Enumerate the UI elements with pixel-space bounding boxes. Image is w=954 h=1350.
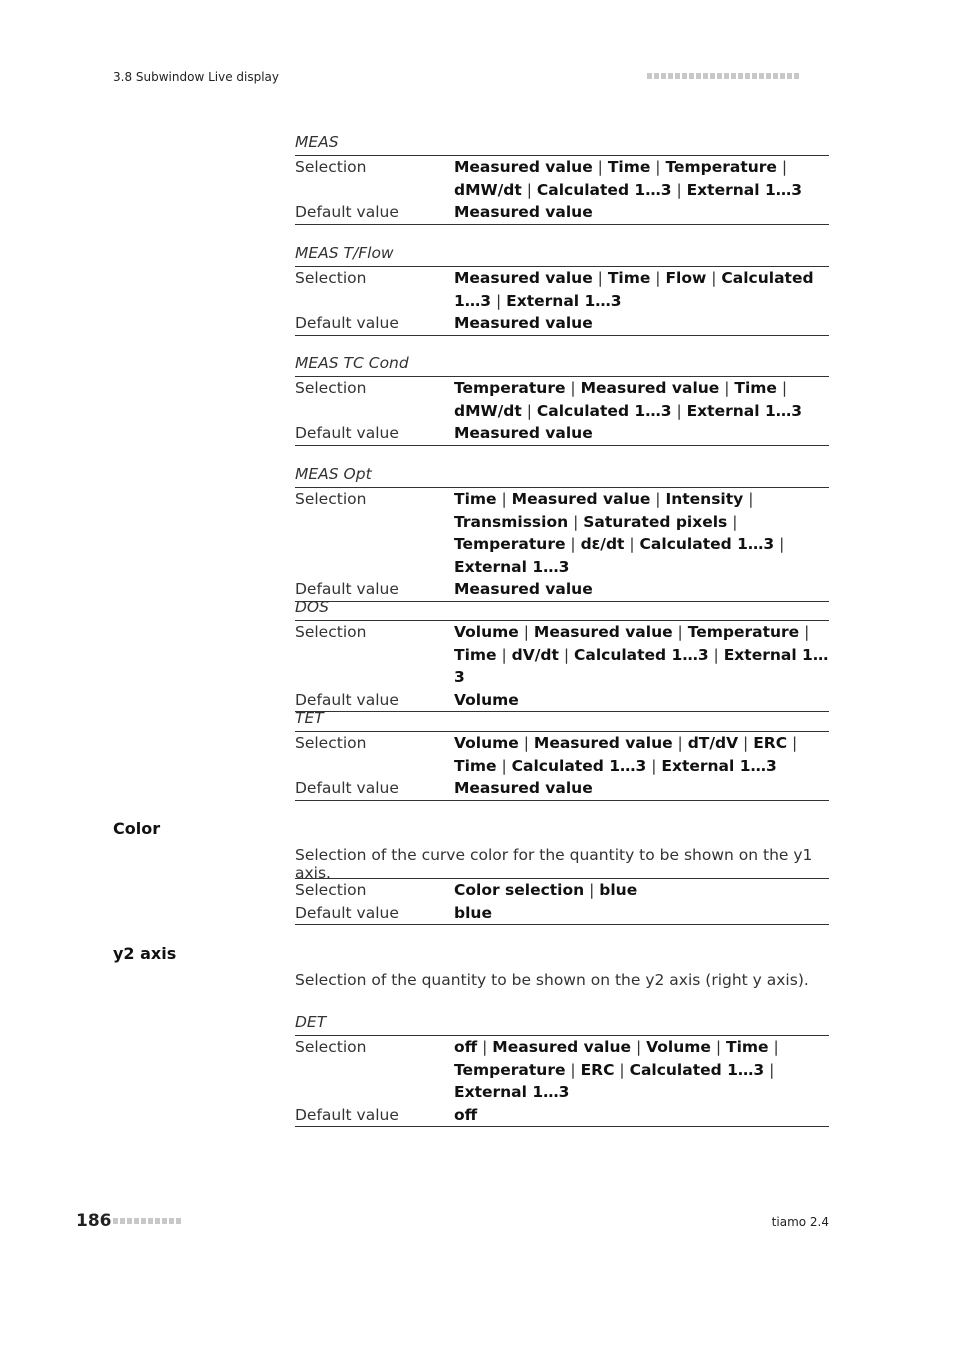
selection-option: Measured value [580,379,720,397]
selection-values [454,267,829,313]
block-caption: MEAS Opt [295,465,372,483]
separator: | [710,1038,726,1056]
selection-option: Calculated 1…3 [629,1060,765,1079]
footer-decoration [113,1218,181,1224]
separator: | [738,734,754,752]
param-table [295,266,829,336]
param-block-tet [295,707,829,801]
separator: | [565,1060,581,1079]
selection-values [454,1036,829,1104]
selection-option: ERC [753,734,788,752]
selection-label: Selection [295,269,367,287]
selection-option: Time [607,158,651,176]
block-caption: TET [295,709,324,727]
param-table [295,731,829,801]
selection-option: Calculated 1…3 [536,401,672,420]
y2-description: Selection of the quantity to be shown on the y2 axis (right y axis). [295,971,809,989]
selection-option: Measured value [511,490,651,508]
selection-option: Temperature [454,379,566,397]
block-caption: DET [295,1013,327,1031]
separator: | [584,881,600,899]
selection-values [454,732,829,778]
default-label: Default value [295,690,399,709]
separator: | [491,291,507,310]
selection-values [454,621,829,689]
selection-option: External 1…3 [661,756,777,775]
default-value: Measured value [454,424,593,442]
separator: | [592,269,608,287]
param-table [295,376,829,446]
selection-option: Time [454,645,497,664]
selection-option: External 1…3 [454,645,829,686]
param-block-color [295,878,829,925]
separator: | [477,1038,493,1056]
selection-option: Flow [665,269,707,287]
selection-option: Time [734,379,777,397]
running-header: 3.8 Subwindow Live display [113,70,280,84]
selection-option: External 1…3 [686,180,803,199]
separator: | [521,180,537,199]
separator: | [743,490,754,508]
selection-option: Saturated pixels [583,512,728,531]
separator: | [631,1038,647,1056]
selection-option: blue [599,881,638,899]
separator: | [727,512,738,531]
selection-option: Time [454,490,497,508]
block-caption: MEAS T/Flow [295,244,394,262]
param-table [295,878,829,925]
selection-option: Transmission [454,512,569,531]
selection-option: Calculated 1…3 [454,269,814,310]
selection-option: External 1…3 [506,291,622,310]
separator: | [671,180,687,199]
block-caption: DOS [295,598,329,616]
section-heading-y2-axis: y2 axis [113,944,177,963]
separator: | [672,734,688,752]
separator: | [671,401,687,420]
color-description: Selection of the curve color for the quantity to be shown on the y1 axis. [295,846,813,882]
separator: | [706,269,722,287]
selection-option: Time [607,269,651,287]
param-table [295,487,829,602]
selection-option: ERC [580,1060,615,1079]
default-label: Default value [295,424,399,442]
selection-label: Selection [295,490,367,508]
selection-option: Temperature [665,158,777,176]
param-block-meas-opt [295,463,829,602]
separator: | [518,734,534,752]
product-version: tiamo 2.4 [771,1215,829,1229]
separator: | [799,623,810,641]
selection-option: Measured value [533,623,673,641]
block-caption: MEAS [295,133,339,151]
separator: | [592,158,608,176]
selection-label: Selection [295,734,367,752]
separator: | [521,401,537,420]
separator: | [496,645,512,664]
selection-option: Temperature [454,535,566,553]
param-table [295,620,829,712]
param-table [295,1035,829,1127]
selection-values [454,879,829,902]
selection-option: dMW/dt [454,401,522,420]
selection-option: Calculated 1…3 [511,756,647,775]
selection-values [454,377,829,423]
default-value: Measured value [454,203,593,221]
param-block-det [295,1011,829,1127]
default-label: Default value [295,314,399,332]
selection-option: Measured value [492,1038,632,1056]
separator: | [565,535,581,553]
separator: | [518,623,534,641]
selection-option: Volume [646,1038,711,1056]
selection-option: Volume [454,734,519,752]
page-number: 186 [76,1211,112,1231]
separator: | [650,269,666,287]
default-value: Measured value [454,580,593,598]
section-heading-color: Color [113,819,161,838]
selection-label: Selection [295,623,367,641]
param-block-dos [295,596,829,712]
separator: | [708,645,724,664]
separator: | [568,512,584,531]
default-label: Default value [295,203,399,221]
separator: | [672,623,688,641]
selection-option: Calculated 1…3 [639,535,775,553]
default-label: Default value [295,1105,399,1124]
selection-option: dε/dt [580,535,625,553]
default-label: Default value [295,779,399,797]
param-block-meas-tc-cond [295,352,829,446]
selection-option: Time [726,1038,769,1056]
separator: | [614,1060,630,1079]
separator: | [719,379,735,397]
separator: | [774,535,785,553]
default-value: off [454,1105,478,1124]
selection-option: Temperature [687,623,800,641]
default-label: Default value [295,903,399,922]
selection-option: External 1…3 [454,557,570,576]
selection-option: dMW/dt [454,180,522,199]
header-decoration [647,73,799,79]
selection-option: Measured value [454,158,593,176]
selection-option: Color selection [454,881,585,899]
selection-option: dV/dt [511,645,559,664]
selection-option: dT/dV [687,734,739,752]
separator: | [624,535,640,553]
separator: | [764,1060,775,1079]
separator: | [565,379,581,397]
param-block-meas-tflow [295,242,829,336]
selection-values [454,488,829,579]
block-caption: MEAS TC Cond [295,354,409,372]
separator: | [496,756,512,775]
selection-label: Selection [295,1038,367,1056]
param-table [295,155,829,225]
separator: | [776,379,788,397]
selection-option: Volume [454,623,519,641]
selection-option: off [454,1038,478,1056]
selection-option: Measured value [454,269,593,287]
selection-label: Selection [295,158,367,176]
separator: | [768,1038,779,1056]
separator: | [558,645,574,664]
default-value: Measured value [454,779,593,797]
selection-option: External 1…3 [686,401,803,420]
selection-label: Selection [295,881,367,899]
separator: | [650,490,666,508]
default-label: Default value [295,580,399,598]
separator: | [776,158,788,176]
default-value: blue [454,903,492,922]
selection-values [454,156,829,202]
default-value: Measured value [454,314,593,332]
separator: | [496,490,512,508]
selection-option: Calculated 1…3 [573,645,709,664]
selection-option: Calculated 1…3 [536,180,672,199]
default-value: Volume [454,690,519,709]
selection-option: Measured value [533,734,673,752]
selection-label: Selection [295,379,367,397]
param-block-meas [295,131,829,225]
separator: | [787,734,798,752]
separator: | [646,756,662,775]
separator: | [650,158,666,176]
selection-option: External 1…3 [454,1083,570,1101]
selection-option: Intensity [665,490,744,508]
selection-option: Temperature [454,1060,566,1079]
selection-option: Time [454,756,497,775]
